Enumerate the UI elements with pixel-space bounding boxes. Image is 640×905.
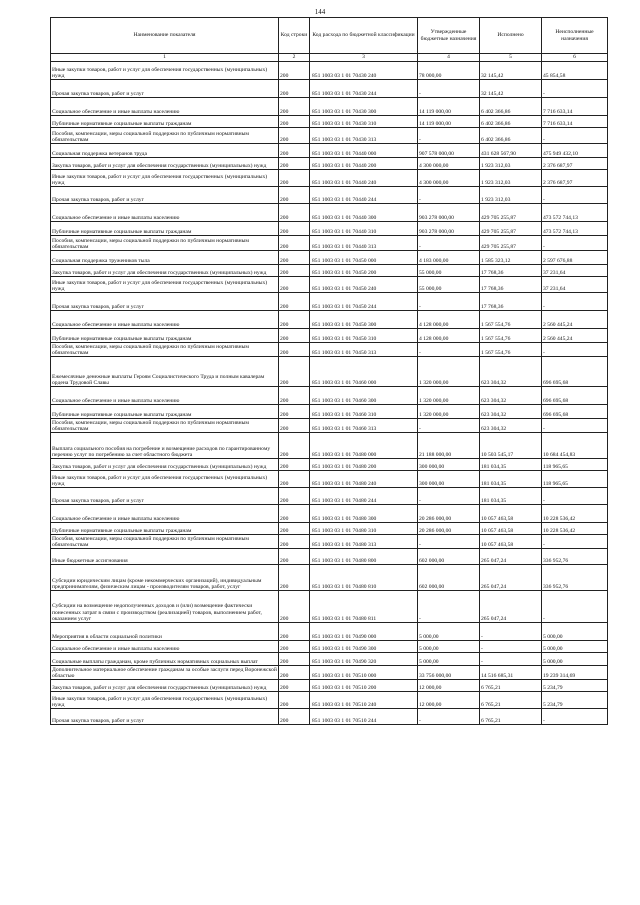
row-unexecuted: -	[542, 488, 608, 505]
row-classification: 851 1003 03 1 01 70490 300	[310, 641, 418, 653]
row-approved: 21 188 000,00	[418, 433, 480, 459]
table-header-row	[51, 18, 608, 54]
row-unexecuted: 7 716 633,14	[542, 116, 608, 128]
row-code: 200	[279, 251, 310, 265]
row-unexecuted: -	[542, 709, 608, 725]
row-unexecuted: -	[542, 236, 608, 251]
row-approved: 33 756 000,00	[418, 666, 480, 680]
row-classification: 851 1003 03 1 01 70430 313	[310, 128, 418, 144]
table-row	[51, 549, 608, 565]
row-unexecuted: -	[542, 128, 608, 144]
row-approved: 20 286 000,00	[418, 505, 480, 523]
table-row	[51, 535, 608, 549]
row-name: Социальное обеспечение и иные выплаты населению	[51, 641, 279, 653]
row-approved: -	[418, 343, 480, 357]
row-name: Социальная поддержка тружеников тыла	[51, 251, 279, 265]
row-executed: -	[480, 653, 542, 666]
row-name: Пособия, компенсации, меры социальной поддержки по публичным нормативным обязательствам	[51, 535, 279, 549]
row-unexecuted: 10 228 536,42	[542, 505, 608, 523]
row-code: 200	[279, 222, 310, 236]
row-unexecuted: 696 695,68	[542, 405, 608, 419]
row-unexecuted: 2 376 687,97	[542, 158, 608, 170]
row-name: Социальное обеспечение и иные выплаты населению	[51, 387, 279, 405]
table-row	[51, 158, 608, 170]
row-approved: 300 000,00	[418, 471, 480, 488]
row-name: Прочая закупка товаров, работ и услуг	[51, 709, 279, 725]
row-executed: 181 034,35	[480, 488, 542, 505]
row-classification: 851 1003 03 1 01 70480 800	[310, 549, 418, 565]
header-unexecuted: Неисполненные назначения	[542, 18, 608, 54]
row-name: Закупка товаров, работ и услуг для обеспечения государственных (муниципальных) нужд	[51, 459, 279, 471]
row-unexecuted: -	[542, 343, 608, 357]
row-code: 200	[279, 692, 310, 709]
table-row	[51, 387, 608, 405]
row-name: Дополнительное материальное обеспечение гражданам за особые заслуги перед Воронежской областью	[52, 666, 277, 679]
row-classification: 851 1003 03 1 01 70430 300	[310, 98, 418, 116]
row-name: Пособия, компенсации, меры социальной поддержки по публичным нормативным обязательствам	[51, 343, 279, 357]
table-row	[51, 329, 608, 343]
table-row	[51, 62, 608, 80]
row-code: 200	[279, 311, 310, 329]
row-name: Социальные выплаты гражданам, кроме публичных нормативных социальных выплат	[51, 653, 279, 666]
row-unexecuted: 37 231,64	[542, 277, 608, 293]
header-executed: Исполнено	[480, 18, 542, 54]
column-number: 1	[51, 54, 279, 62]
row-classification: 851 1003 03 1 01 70430 310	[310, 116, 418, 128]
table-body	[51, 62, 608, 725]
row-code: 200	[279, 419, 310, 433]
row-code: 200	[279, 641, 310, 653]
table-row	[51, 641, 608, 653]
row-approved: 55 000,00	[418, 277, 480, 293]
table-row	[51, 204, 608, 222]
header-code: Код строки	[279, 18, 310, 54]
row-code: 200	[279, 329, 310, 343]
table-row	[51, 666, 608, 680]
row-approved: -	[418, 187, 480, 204]
table-row	[51, 459, 608, 471]
row-approved: 602 000,00	[418, 565, 480, 591]
row-approved: -	[418, 488, 480, 505]
row-executed: 1 923 312,03	[480, 158, 542, 170]
table-row	[51, 116, 608, 128]
row-code: 200	[279, 158, 310, 170]
row-classification: 851 1003 03 1 01 70460 313	[310, 419, 418, 433]
row-name: Субсидии на возмещение недополученных доходов и (или) возмещение фактически понесенных затрат в связи с производством (реализацией) товаров, выполнением работ, оказанием услуг	[51, 591, 279, 623]
row-classification: 851 1003 03 1 01 70450 240	[310, 277, 418, 293]
row-executed: 429 705 255,87	[480, 204, 542, 222]
row-executed: 6 765,21	[480, 692, 542, 709]
table-row	[51, 98, 608, 116]
row-executed: -	[480, 623, 542, 641]
row-code: 200	[279, 204, 310, 222]
row-executed: 32 145,42	[480, 62, 542, 80]
row-name: Мероприятия в области социальной политики	[51, 623, 279, 641]
table-row	[51, 471, 608, 488]
table-row	[51, 236, 608, 251]
table-row	[51, 80, 608, 98]
row-approved: 300 000,00	[418, 459, 480, 471]
row-executed: 6 402 366,86	[480, 98, 542, 116]
row-executed: 265 047,24	[480, 565, 542, 591]
row-unexecuted: 5 000,00	[542, 641, 608, 653]
table-row	[51, 623, 608, 641]
row-classification: 851 1003 03 1 01 70480 000	[310, 433, 418, 459]
row-unexecuted: 5 000,00	[542, 653, 608, 666]
row-approved: 55 000,00	[418, 265, 480, 277]
row-code: 200	[279, 357, 310, 387]
table-row	[51, 505, 608, 523]
row-code: 200	[279, 62, 310, 80]
row-executed: 429 705 255,87	[480, 236, 542, 251]
row-approved: 4 183 000,00	[418, 251, 480, 265]
table-row	[51, 523, 608, 535]
row-name: Ежемесячные денежные выплаты Героям Социалистического Труда и полным кавалерам ордена Трудовой Славы	[51, 357, 279, 387]
row-approved: 5 000,00	[418, 623, 480, 641]
row-classification: 851 1003 03 1 01 70450 300	[310, 311, 418, 329]
table-row	[51, 144, 608, 158]
row-classification: 851 1003 03 1 01 70490 320	[310, 653, 418, 666]
row-approved: 1 320 000,00	[418, 357, 480, 387]
row-approved: -	[418, 709, 480, 725]
table-row	[51, 293, 608, 311]
row-classification: 851 1003 03 1 01 70450 310	[310, 329, 418, 343]
row-executed: 265 047,24	[480, 549, 542, 565]
row-approved: 20 286 000,00	[418, 523, 480, 535]
row-classification: 851 1003 03 1 01 70440 240	[310, 170, 418, 187]
row-classification: 851 1003 03 1 01 70510 200	[310, 680, 418, 692]
row-classification: 851 1003 03 1 01 70440 000	[310, 144, 418, 158]
row-executed: 1 567 554,76	[480, 311, 542, 329]
row-unexecuted: 5 234,79	[542, 680, 608, 692]
row-code: 200	[279, 680, 310, 692]
row-code: 200	[279, 80, 310, 98]
row-executed: 17 768,36	[480, 265, 542, 277]
row-approved: -	[418, 128, 480, 144]
row-code: 200	[279, 128, 310, 144]
row-unexecuted: 2 376 687,97	[542, 170, 608, 187]
row-executed: 181 034,35	[480, 471, 542, 488]
row-approved: 4 128 000,00	[418, 311, 480, 329]
row-executed: 10 057 463,58	[480, 535, 542, 549]
row-code: 200	[279, 236, 310, 251]
row-executed: 1 567 554,76	[480, 329, 542, 343]
table-row	[51, 222, 608, 236]
row-executed: 265 047,24	[480, 591, 542, 623]
row-approved: -	[418, 80, 480, 98]
row-unexecuted: -	[542, 419, 608, 433]
row-code: 200	[279, 623, 310, 641]
table-row	[51, 433, 608, 459]
row-unexecuted: 696 695,68	[542, 387, 608, 405]
row-unexecuted: 5 000,00	[542, 623, 608, 641]
row-code: 200	[279, 505, 310, 523]
row-executed: 14 516 685,31	[480, 666, 542, 680]
row-classification: 851 1003 03 1 01 70490 000	[310, 623, 418, 641]
row-unexecuted: 7 716 633,14	[542, 98, 608, 116]
row-classification: 851 1003 03 1 01 70480 811	[310, 591, 418, 623]
row-executed: 10 057 463,58	[480, 505, 542, 523]
row-unexecuted: 696 695,68	[542, 357, 608, 387]
row-executed: 623 304,32	[480, 387, 542, 405]
row-classification: 851 1003 03 1 01 70440 313	[310, 236, 418, 251]
table-row	[51, 692, 608, 709]
row-name: Публичные нормативные социальные выплаты гражданам	[51, 329, 279, 343]
row-name: Публичные нормативные социальные выплаты гражданам	[51, 523, 279, 535]
row-approved: 4 128 000,00	[418, 329, 480, 343]
column-number: 4	[418, 54, 480, 62]
row-classification: 851 1003 03 1 01 70480 310	[310, 523, 418, 535]
column-number: 6	[542, 54, 608, 62]
row-name: Иные закупки товаров, работ и услуг для обеспечения государственных (муниципальных) нужд	[51, 62, 279, 80]
table-row	[51, 277, 608, 293]
row-name: Социальное обеспечение и иные выплаты населению	[51, 98, 279, 116]
row-code: 200	[279, 144, 310, 158]
row-executed: 1 923 312,03	[480, 170, 542, 187]
row-classification: 851 1003 03 1 01 70460 310	[310, 405, 418, 419]
row-approved: 903 278 000,00	[418, 204, 480, 222]
row-classification: 851 1003 03 1 01 70440 310	[310, 222, 418, 236]
row-classification: 851 1003 03 1 01 70480 200	[310, 459, 418, 471]
row-classification: 851 1003 03 1 01 70510 000	[310, 666, 418, 680]
row-classification: 851 1003 03 1 01 70450 313	[310, 343, 418, 357]
header-classification: Код расхода по бюджетной классификации	[310, 18, 418, 54]
row-name: Закупка товаров, работ и услуг для обеспечения государственных (муниципальных) нужд	[51, 265, 279, 277]
row-code: 200	[279, 653, 310, 666]
row-unexecuted: 336 952,76	[542, 565, 608, 591]
row-name: Прочая закупка товаров, работ и услуг	[51, 80, 279, 98]
row-approved: 12 000,00	[418, 692, 480, 709]
row-classification: 851 1003 03 1 01 70510 244	[310, 709, 418, 725]
row-approved: 1 320 000,00	[418, 405, 480, 419]
row-approved: 14 119 000,00	[418, 116, 480, 128]
budget-execution-table	[50, 17, 608, 725]
row-executed: 17 768,36	[480, 293, 542, 311]
budget-table-wrapper	[50, 17, 608, 725]
row-unexecuted: 5 234,79	[542, 692, 608, 709]
row-unexecuted: 2 560 445,24	[542, 311, 608, 329]
row-name: Прочая закупка товаров, работ и услуг	[51, 293, 279, 311]
row-approved: 907 578 000,00	[418, 144, 480, 158]
table-row	[51, 591, 608, 623]
row-code: 200	[279, 488, 310, 505]
row-approved: -	[418, 535, 480, 549]
row-approved: 78 000,00	[418, 62, 480, 80]
row-unexecuted: 45 854,58	[542, 62, 608, 80]
row-unexecuted: -	[542, 80, 608, 98]
row-code: 200	[279, 565, 310, 591]
row-unexecuted: 2 597 676,88	[542, 251, 608, 265]
row-classification: 851 1003 03 1 01 70430 244	[310, 80, 418, 98]
row-name: Социальная поддержка ветеранов труда	[51, 144, 279, 158]
row-name: Публичные нормативные социальные выплаты гражданам	[51, 116, 279, 128]
row-approved: 1 320 000,00	[418, 387, 480, 405]
table-row	[51, 419, 608, 433]
row-executed: 10 503 545,17	[480, 433, 542, 459]
row-executed: 32 145,42	[480, 80, 542, 98]
row-classification: 851 1003 03 1 01 70510 240	[310, 692, 418, 709]
page-number: 144	[314, 8, 326, 16]
column-number: 2	[279, 54, 310, 62]
row-approved: 903 278 000,00	[418, 222, 480, 236]
row-code: 200	[279, 116, 310, 128]
table-row	[51, 709, 608, 725]
row-executed: 6 402 366,86	[480, 116, 542, 128]
row-code: 200	[279, 293, 310, 311]
row-executed: 6 765,21	[480, 709, 542, 725]
row-unexecuted: -	[542, 535, 608, 549]
row-unexecuted: -	[542, 591, 608, 623]
row-classification: 851 1003 03 1 01 70480 244	[310, 488, 418, 505]
row-code: 200	[279, 459, 310, 471]
row-approved: -	[418, 236, 480, 251]
row-approved: 12 000,00	[418, 680, 480, 692]
row-executed: 1 585 323,12	[480, 251, 542, 265]
row-classification: 851 1003 03 1 01 70430 240	[310, 62, 418, 80]
row-approved: 14 119 000,00	[418, 98, 480, 116]
table-row	[51, 311, 608, 329]
row-classification: 851 1003 03 1 01 70440 244	[310, 187, 418, 204]
row-name: Иные закупки товаров, работ и услуг для обеспечения государственных (муниципальных) нужд	[51, 277, 279, 293]
row-approved: 5 000,00	[418, 641, 480, 653]
row-unexecuted: 473 572 744,13	[542, 204, 608, 222]
row-unexecuted: 118 965,65	[542, 459, 608, 471]
row-name: Иные бюджетные ассигнования	[51, 549, 279, 565]
row-unexecuted: -	[542, 187, 608, 204]
column-number-row	[51, 54, 608, 62]
row-name: Социальное обеспечение и иные выплаты населению	[51, 311, 279, 329]
row-code: 200	[279, 471, 310, 488]
row-classification: 851 1003 03 1 01 70440 200	[310, 158, 418, 170]
header-approved: Утвержденные бюджетные назначения	[418, 18, 480, 54]
row-code: 200	[279, 343, 310, 357]
row-classification: 851 1003 03 1 01 70460 000	[310, 357, 418, 387]
row-executed: 1 567 554,76	[480, 343, 542, 357]
row-executed: 1 923 312,03	[480, 187, 542, 204]
row-name: Пособия, компенсации, меры социальной поддержки по публичным нормативным обязательствам	[51, 419, 279, 433]
row-executed: 429 705 255,87	[480, 222, 542, 236]
row-name: Пособия, компенсации, меры социальной поддержки по публичным нормативным обязательствам	[51, 236, 279, 251]
row-unexecuted: 336 952,76	[542, 549, 608, 565]
row-executed: 6 765,21	[480, 680, 542, 692]
row-classification: 851 1003 03 1 01 70480 810	[310, 565, 418, 591]
row-code: 200	[279, 549, 310, 565]
row-code: 200	[279, 98, 310, 116]
header-name: Наименование показателя	[51, 18, 279, 54]
row-classification: 851 1003 03 1 01 70440 300	[310, 204, 418, 222]
row-approved: 4 300 000,00	[418, 158, 480, 170]
row-executed: 181 034,35	[480, 459, 542, 471]
row-unexecuted: 473 572 744,13	[542, 222, 608, 236]
table-row	[51, 357, 608, 387]
row-executed: 623 304,32	[480, 419, 542, 433]
column-number: 5	[480, 54, 542, 62]
row-approved: -	[418, 591, 480, 623]
row-code: 200	[279, 591, 310, 623]
row-approved: -	[418, 419, 480, 433]
row-unexecuted: -	[542, 293, 608, 311]
column-number: 3	[310, 54, 418, 62]
row-classification: 851 1003 03 1 01 70460 300	[310, 387, 418, 405]
row-unexecuted: 475 949 432,10	[542, 144, 608, 158]
table-row	[51, 653, 608, 666]
row-executed: 17 768,36	[480, 277, 542, 293]
row-name: Закупка товаров, работ и услуг для обеспечения государственных (муниципальных) нужд	[51, 680, 279, 692]
table-row	[51, 187, 608, 204]
row-classification: 851 1003 03 1 01 70450 244	[310, 293, 418, 311]
table-row	[51, 170, 608, 187]
row-code: 200	[279, 187, 310, 204]
row-name: Иные закупки товаров, работ и услуг для обеспечения государственных (муниципальных) нужд	[51, 170, 279, 187]
row-unexecuted: 37 231,64	[542, 265, 608, 277]
row-name: Социальное обеспечение и иные выплаты населению	[51, 204, 279, 222]
row-code: 200	[279, 666, 310, 680]
table-row	[51, 251, 608, 265]
table-row	[51, 343, 608, 357]
row-executed: 623 304,32	[480, 357, 542, 387]
table-row	[51, 128, 608, 144]
row-name: Социальное обеспечение и иные выплаты населению	[51, 505, 279, 523]
table-row	[51, 488, 608, 505]
row-name: Прочая закупка товаров, работ и услуг	[51, 488, 279, 505]
row-code: 200	[279, 405, 310, 419]
row-code: 200	[279, 523, 310, 535]
row-name: Прочая закупка товаров, работ и услуг	[51, 187, 279, 204]
row-approved: 602 000,00	[418, 549, 480, 565]
row-unexecuted: 2 560 445,24	[542, 329, 608, 343]
row-code: 200	[279, 277, 310, 293]
table-row	[51, 680, 608, 692]
row-name: Иные закупки товаров, работ и услуг для обеспечения государственных (муниципальных) нужд	[51, 692, 279, 709]
row-approved: 4 300 000,00	[418, 170, 480, 187]
row-name: Субсидии юридическим лицам (кроме некоммерческих организаций), индивидуальным предпринимателям, физическим лицам - производителям товаров, работ, услуг	[51, 565, 279, 591]
table-row	[51, 265, 608, 277]
row-code: 200	[279, 709, 310, 725]
row-executed: 623 304,32	[480, 405, 542, 419]
row-classification: 851 1003 03 1 01 70480 300	[310, 505, 418, 523]
row-approved: -	[418, 293, 480, 311]
row-classification: 851 1003 03 1 01 70480 240	[310, 471, 418, 488]
row-name: Иные закупки товаров, работ и услуг для обеспечения государственных (муниципальных) нужд	[51, 471, 279, 488]
row-name: Пособия, компенсации, меры социальной поддержки по публичным нормативным обязательствам	[51, 128, 279, 144]
row-name: Публичные нормативные социальные выплаты гражданам	[51, 222, 279, 236]
row-executed: 10 057 463,58	[480, 523, 542, 535]
row-unexecuted: 10 228 536,42	[542, 523, 608, 535]
row-code: 200	[279, 170, 310, 187]
row-name: Публичные нормативные социальные выплаты гражданам	[51, 405, 279, 419]
row-executed: -	[480, 641, 542, 653]
row-approved: 5 000,00	[418, 653, 480, 666]
row-executed: 6 402 366,86	[480, 128, 542, 144]
row-code: 200	[279, 387, 310, 405]
row-classification: 851 1003 03 1 01 70450 200	[310, 265, 418, 277]
row-name: Закупка товаров, работ и услуг для обеспечения государственных (муниципальных) нужд	[51, 158, 279, 170]
row-code: 200	[279, 433, 310, 459]
table-row	[51, 405, 608, 419]
row-code: 200	[279, 265, 310, 277]
row-executed: 431 628 567,90	[480, 144, 542, 158]
row-classification: 851 1003 03 1 01 70450 000	[310, 251, 418, 265]
table-row	[51, 565, 608, 591]
row-unexecuted: 19 239 314,69	[542, 666, 608, 680]
row-code: 200	[279, 535, 310, 549]
row-unexecuted: 118 965,65	[542, 471, 608, 488]
row-name: Выплата социального пособия на погребение и возмещение расходов по гарантированному перечню услуг по погребению за счет областного бюджета	[51, 433, 279, 459]
row-unexecuted: 10 684 454,83	[542, 433, 608, 459]
row-classification: 851 1003 03 1 01 70480 313	[310, 535, 418, 549]
